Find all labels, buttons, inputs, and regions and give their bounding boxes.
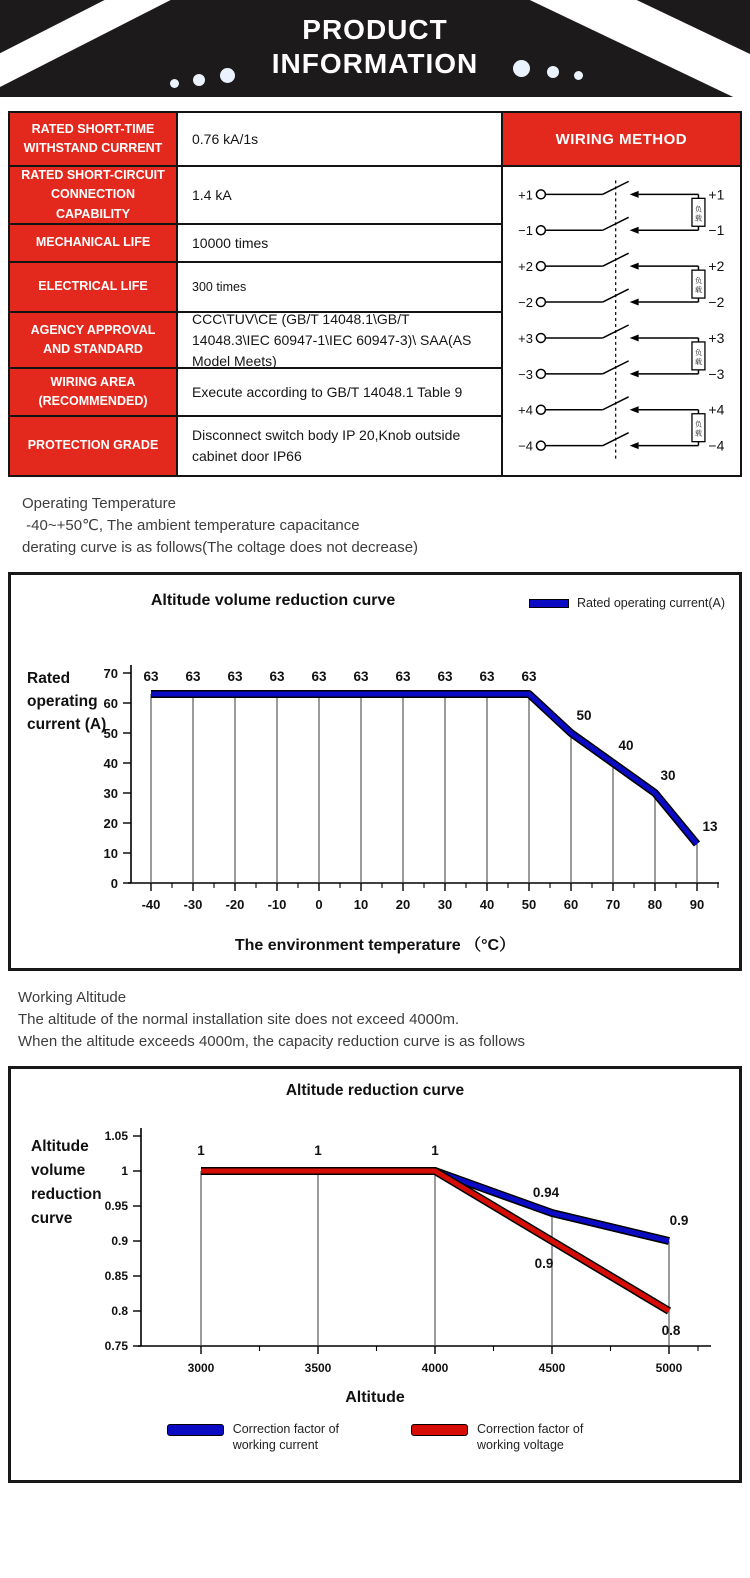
decorative-dot bbox=[574, 71, 583, 80]
tick-or-data-label: 40 bbox=[479, 897, 495, 912]
decorative-dot bbox=[193, 74, 205, 86]
page-title-line1: PRODUCT bbox=[302, 14, 448, 45]
chart2-x-axis-label: Altitude bbox=[345, 1389, 405, 1406]
altitude-reduction-chart bbox=[8, 1066, 742, 1483]
tick-or-data-label: 0.9 bbox=[111, 1234, 128, 1248]
tick-or-data-label: 4500 bbox=[538, 1361, 566, 1375]
tick-or-data-label: −2 bbox=[708, 294, 725, 311]
wiring-method-header: WIRING METHOD bbox=[503, 113, 740, 167]
tick-or-data-label: −3 bbox=[517, 366, 533, 382]
tick-or-data-label: 63 bbox=[395, 669, 411, 684]
tick-or-data-label: 60 bbox=[103, 696, 118, 711]
tick-or-data-label: 63 bbox=[143, 669, 159, 684]
page-title bbox=[0, 13, 750, 81]
tick-or-data-label: 10 bbox=[353, 897, 369, 912]
tick-or-data-label: 1 bbox=[197, 1143, 205, 1158]
tick-or-data-label: 50 bbox=[521, 897, 537, 912]
load-box-label: 负 bbox=[694, 349, 702, 357]
page-title-line2: INFORMATION bbox=[271, 48, 479, 79]
legend-swatch-red-line bbox=[411, 1424, 468, 1436]
tick-or-data-label: 0.95 bbox=[104, 1199, 128, 1213]
tick-or-data-label: 0.85 bbox=[104, 1269, 128, 1283]
temperature-derating-chart bbox=[8, 572, 742, 971]
tick-or-data-label: 0.9 bbox=[534, 1256, 554, 1271]
spec-value: CCC\TUV\CE (GB/T 14048.1\GB/T 14048.3\IEC 60947-1\IEC 60947-3)\ SAA(AS Model Meets) bbox=[192, 310, 472, 369]
tick-or-data-label: 63 bbox=[311, 669, 327, 684]
load-box-label: 载 bbox=[694, 287, 702, 295]
spec-value: 0.76 kA/1s bbox=[192, 130, 259, 147]
tick-or-data-label: −1 bbox=[517, 223, 533, 239]
tick-or-data-label: +3 bbox=[708, 329, 725, 346]
tick-or-data-label: 0.94 bbox=[532, 1185, 560, 1200]
spec-row bbox=[10, 263, 501, 313]
chart1-legend bbox=[529, 596, 725, 610]
tick-or-data-label: 63 bbox=[185, 669, 201, 684]
tick-or-data-label: 1 bbox=[431, 1143, 439, 1158]
chart1-plot bbox=[11, 623, 739, 940]
note-line: Working Altitude bbox=[18, 989, 127, 1006]
tick-or-data-label: +4 bbox=[517, 402, 533, 418]
tick-or-data-label: 70 bbox=[605, 897, 621, 912]
tick-or-data-label: 3500 bbox=[304, 1361, 332, 1375]
decorative-dot bbox=[513, 60, 530, 77]
tick-or-data-label: 0 bbox=[110, 876, 118, 891]
note-line: The altitude of the normal installation site does not exceed 4000m. bbox=[18, 1011, 460, 1028]
tick-or-data-label: 63 bbox=[521, 669, 537, 684]
chart2-plot bbox=[11, 1106, 739, 1403]
spec-label: WIRING AREA (RECOMMENDED) bbox=[10, 369, 178, 415]
spec-label: RATED SHORT-CIRCUIT CONNECTION CAPABILITY bbox=[10, 167, 178, 223]
tick-or-data-label: 80 bbox=[647, 897, 663, 912]
legend-swatch-blue-line bbox=[167, 1424, 224, 1436]
axis-label-line: working voltage bbox=[477, 1438, 564, 1452]
wiring-diagram bbox=[503, 167, 740, 475]
tick-or-data-label: 63 bbox=[353, 669, 369, 684]
spec-value: Disconnect switch body IP 20,Knob outside cabinet door IP66 bbox=[192, 427, 461, 464]
tick-or-data-label: 63 bbox=[437, 669, 453, 684]
chart2-legend-item-current bbox=[167, 1421, 339, 1453]
working-altitude-note bbox=[18, 987, 750, 1053]
decorative-dot bbox=[220, 68, 235, 83]
tick-or-data-label: 70 bbox=[103, 666, 118, 681]
tick-or-data-label: 63 bbox=[479, 669, 495, 684]
axis-label-line: operating bbox=[27, 693, 98, 710]
tick-or-data-label: −3 bbox=[708, 365, 725, 382]
load-box-label: 负 bbox=[694, 206, 702, 214]
note-line: When the altitude exceeds 4000m, the capacity reduction curve is as follows bbox=[18, 1033, 525, 1050]
legend-swatch-blue-line bbox=[529, 599, 569, 608]
tick-or-data-label: 30 bbox=[660, 768, 676, 783]
tick-or-data-label: 60 bbox=[563, 897, 579, 912]
bottom-whitespace bbox=[0, 1483, 750, 1578]
chart1-y-axis-label bbox=[27, 667, 106, 736]
tick-or-data-label: −4 bbox=[517, 438, 533, 454]
page-header bbox=[0, 0, 750, 97]
spec-row bbox=[10, 167, 501, 225]
axis-label-line: Altitude bbox=[31, 1138, 89, 1155]
tick-or-data-label: 5000 bbox=[655, 1361, 683, 1375]
tick-or-data-label: 50 bbox=[576, 708, 592, 723]
tick-or-data-label: −2 bbox=[517, 295, 533, 311]
spec-row bbox=[10, 310, 501, 369]
tick-or-data-label: 30 bbox=[437, 897, 453, 912]
spec-label: RATED SHORT-TIME WITHSTAND CURRENT bbox=[10, 113, 178, 165]
chart1-x-axis-label: The environment temperature （°C） bbox=[234, 937, 516, 954]
wiring-method-column bbox=[501, 113, 740, 475]
tick-or-data-label: -10 bbox=[267, 897, 287, 912]
spec-row bbox=[10, 225, 501, 263]
operating-temperature-note bbox=[22, 493, 750, 559]
tick-or-data-label: 63 bbox=[269, 669, 285, 684]
tick-or-data-label: −4 bbox=[708, 437, 725, 454]
tick-or-data-label: 0 bbox=[315, 897, 323, 912]
tick-or-data-label: 0.8 bbox=[661, 1323, 681, 1338]
spec-rows bbox=[10, 113, 501, 475]
spec-value: 1.4 kA bbox=[192, 186, 232, 203]
load-box-label: 负 bbox=[694, 421, 702, 429]
spec-label: PROTECTION GRADE bbox=[10, 417, 178, 475]
spec-row bbox=[10, 113, 501, 167]
tick-or-data-label: 40 bbox=[103, 756, 118, 771]
load-box-label: 载 bbox=[694, 358, 702, 366]
spec-value: 300 times bbox=[192, 279, 247, 294]
spec-label: AGENCY APPROVAL AND STANDARD bbox=[10, 313, 178, 367]
chart2-legend bbox=[11, 1421, 739, 1453]
spec-table bbox=[8, 111, 742, 477]
spec-label: ELECTRICAL LIFE bbox=[10, 263, 178, 311]
spec-value: 10000 times bbox=[192, 234, 269, 251]
chart2-legend-item-voltage bbox=[411, 1421, 583, 1453]
tick-or-data-label: +1 bbox=[517, 187, 533, 203]
spec-row bbox=[10, 369, 501, 417]
note-line: -40~+50℃, The ambient temperature capacitance bbox=[22, 517, 360, 534]
chart2-legend-label-voltage bbox=[477, 1421, 583, 1453]
tick-or-data-label: +2 bbox=[708, 258, 725, 275]
tick-or-data-label: -30 bbox=[183, 897, 203, 912]
tick-or-data-label: 0.8 bbox=[111, 1304, 128, 1318]
tick-or-data-label: +1 bbox=[708, 186, 725, 203]
chart1-legend-label: Rated operating current(A) bbox=[577, 596, 725, 610]
load-box-label: 负 bbox=[694, 278, 702, 286]
note-line: derating curve is as follows(The coltage does not decrease) bbox=[22, 539, 419, 556]
tick-or-data-label: 1 bbox=[121, 1164, 128, 1178]
tick-or-data-label: -20 bbox=[225, 897, 245, 912]
chart2-title: Altitude reduction curve bbox=[285, 1082, 465, 1099]
tick-or-data-label: 20 bbox=[103, 816, 118, 831]
tick-or-data-label: 20 bbox=[395, 897, 411, 912]
chart2-svg bbox=[11, 1106, 741, 1398]
spec-value: Execute according to GB/T 14048.1 Table 9 bbox=[192, 383, 463, 400]
tick-or-data-label: 30 bbox=[103, 786, 118, 801]
axis-label-line: curve bbox=[31, 1210, 73, 1227]
tick-or-data-label: −1 bbox=[708, 222, 725, 239]
chart1-title: Altitude volume reduction curve bbox=[150, 592, 396, 609]
chart2-legend-label-current bbox=[233, 1421, 339, 1453]
tick-or-data-label: 10 bbox=[103, 846, 118, 861]
tick-or-data-label: 13 bbox=[702, 819, 718, 834]
chart1-svg bbox=[11, 623, 741, 935]
spec-row bbox=[10, 417, 501, 475]
tick-or-data-label: +4 bbox=[708, 401, 725, 418]
tick-or-data-label: 63 bbox=[227, 669, 243, 684]
axis-label-line: Correction factor of bbox=[477, 1422, 584, 1436]
axis-label-line: current (A) bbox=[27, 716, 107, 733]
decorative-dot bbox=[547, 66, 559, 78]
note-line: Operating Temperature bbox=[22, 495, 176, 512]
tick-or-data-label: 50 bbox=[103, 726, 118, 741]
tick-or-data-label: 4000 bbox=[421, 1361, 449, 1375]
tick-or-data-label: 1 bbox=[314, 1143, 322, 1158]
tick-or-data-label: 0.9 bbox=[669, 1213, 689, 1228]
decorative-dot bbox=[170, 79, 179, 88]
tick-or-data-label: -40 bbox=[141, 897, 161, 912]
chart2-y-axis-label bbox=[31, 1135, 102, 1231]
load-box-label: 载 bbox=[694, 430, 702, 438]
tick-or-data-label: 90 bbox=[689, 897, 705, 912]
spec-label: MECHANICAL LIFE bbox=[10, 225, 178, 261]
axis-label-line: Correction factor of bbox=[232, 1422, 339, 1436]
wiring-diagram-svg bbox=[503, 167, 740, 475]
tick-or-data-label: +3 bbox=[517, 330, 533, 346]
tick-or-data-label: +2 bbox=[517, 259, 533, 275]
tick-or-data-label: 3000 bbox=[187, 1361, 215, 1375]
axis-label-line: reduction bbox=[31, 1186, 102, 1203]
tick-or-data-label: 40 bbox=[618, 738, 634, 753]
axis-label-line: Rated bbox=[27, 670, 71, 687]
axis-label-line: working current bbox=[232, 1438, 319, 1452]
tick-or-data-label: 0.75 bbox=[104, 1339, 128, 1353]
tick-or-data-label: 1.05 bbox=[104, 1129, 128, 1143]
axis-label-line: volume bbox=[31, 1162, 86, 1179]
load-box-label: 载 bbox=[694, 215, 702, 223]
